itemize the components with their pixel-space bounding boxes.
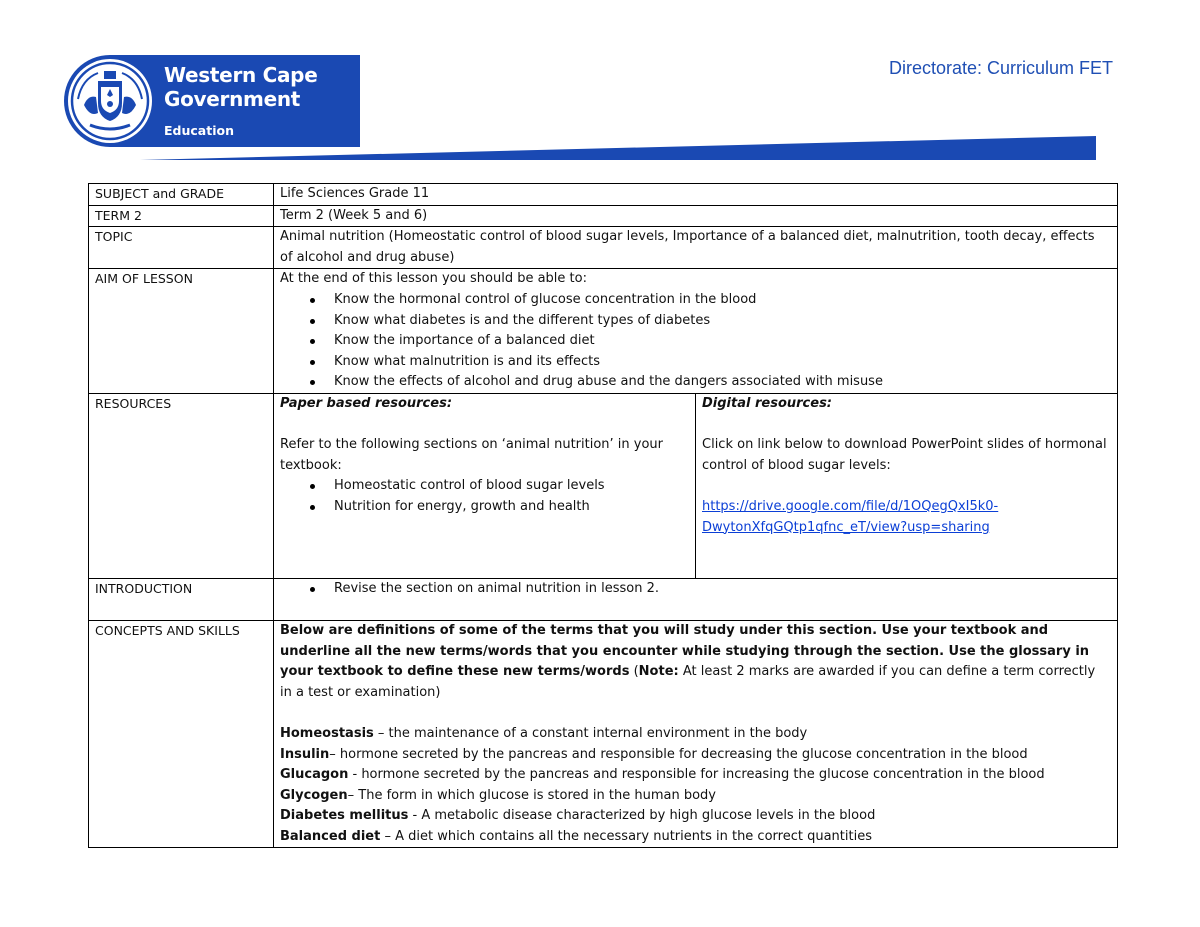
introduction-content: [274, 578, 1118, 620]
topic-value: Animal nutrition (Homeostatic control of blood sugar levels, Importance of a balanced diet, malnutrition, tooth decay, effects of alcohol and drug abuse): [274, 227, 1118, 269]
paper-resources-heading: Paper based resources:: [280, 395, 453, 411]
table-row-concepts: [89, 620, 1118, 848]
introduction-list: [280, 579, 1111, 600]
coat-of-arms-icon: [68, 59, 152, 143]
aim-item: Know the effects of alcohol and drug abuse and the dangers associated with misuse: [280, 372, 1111, 393]
table-row-introduction: [89, 578, 1118, 620]
aim-intro: At the end of this lesson you should be able to:: [280, 271, 587, 287]
paper-resources-intro: Refer to the following sections on ‘animal nutrition’ in your textbook:: [280, 437, 664, 473]
digital-resources-cell: [696, 393, 1118, 578]
lesson-plan-table: [88, 183, 1118, 848]
table-row-resources: [89, 393, 1118, 578]
resources-label: RESOURCES: [89, 393, 274, 578]
definition-term: Glucagon: [280, 767, 349, 783]
paper-resources-cell: [274, 393, 696, 578]
topic-label: TOPIC: [89, 227, 274, 269]
subject-value: Life Sciences Grade 11: [274, 184, 1118, 206]
directorate-title: Directorate: Curriculum FET: [888, 58, 1113, 78]
definition-term: Balanced diet: [280, 828, 381, 844]
concepts-note-text: At least 2 marks are awarded if you can define a term correctly in a test or examination): [280, 664, 1096, 700]
definition-text: – The form in which glucose is stored in the human body: [347, 787, 716, 803]
digital-resources-intro: Click on link below to download PowerPoint slides of hormonal control of blood sugar levels:: [702, 437, 1107, 473]
aim-label: AIM OF LESSON: [89, 269, 274, 394]
definition-text: - A metabolic disease characterized by high glucose levels in the blood: [408, 808, 876, 824]
aim-list: [280, 290, 1111, 393]
concepts-content: [274, 620, 1118, 848]
logo-line-education: Education: [164, 123, 234, 138]
concepts-intro: [280, 621, 1111, 703]
definition-text: – hormone secreted by the pancreas and responsible for decreasing the glucose concentration in the blood: [329, 746, 1028, 762]
definition-item: [280, 745, 1111, 766]
definition-item: [280, 724, 1111, 745]
definition-item: [280, 765, 1111, 786]
logo-text: [164, 63, 317, 139]
logo-line-western-cape: Western Cape: [164, 63, 318, 87]
term-label: TERM 2: [89, 205, 274, 227]
concepts-note-open: (: [629, 664, 639, 680]
concepts-label: CONCEPTS AND SKILLS: [89, 620, 274, 848]
aim-item: Know the importance of a balanced diet: [280, 331, 1111, 352]
aim-item: Know what malnutrition is and its effects: [280, 352, 1111, 373]
digital-resources-heading: Digital resources:: [702, 395, 832, 411]
definition-text: – the maintenance of a constant internal environment in the body: [373, 725, 808, 741]
table-row-topic: [89, 227, 1118, 269]
definition-item: [280, 806, 1111, 827]
definition-text: - hormone secreted by the pancreas and responsible for increasing the glucose concentration in the blood: [348, 767, 1045, 783]
paper-resources-list: [280, 476, 689, 517]
introduction-item: Revise the section on animal nutrition in lesson 2.: [280, 579, 1111, 600]
term-value: Term 2 (Week 5 and 6): [274, 205, 1118, 227]
definition-item: [280, 827, 1111, 848]
paper-resource-item: Homeostatic control of blood sugar levels: [280, 476, 689, 497]
subject-label: SUBJECT and GRADE: [89, 184, 274, 206]
table-row-subject: [89, 184, 1118, 206]
powerpoint-download-link[interactable]: https://drive.google.com/file/d/1OQegQxI5k0-DwytonXfqGQtp1qfnc_eT/view?usp=sharing: [702, 498, 999, 535]
definition-item: [280, 786, 1111, 807]
concepts-note-label: Note:: [638, 664, 679, 680]
table-row-aim: [89, 269, 1118, 394]
header-swoosh-divider: [140, 134, 1100, 164]
definition-text: – A diet which contains all the necessary nutrients in the correct quantities: [380, 828, 872, 844]
definition-term: Insulin: [280, 746, 330, 762]
introduction-label: INTRODUCTION: [89, 578, 274, 620]
definition-term: Diabetes mellitus: [280, 808, 409, 824]
logo-line-government: Government: [164, 87, 301, 111]
paper-resource-item: Nutrition for energy, growth and health: [280, 497, 689, 518]
definition-term: Glycogen: [280, 787, 348, 803]
aim-item: Know what diabetes is and the different types of diabetes: [280, 311, 1111, 332]
table-row-term: [89, 205, 1118, 227]
definition-term: Homeostasis: [280, 725, 374, 741]
aim-content: [274, 269, 1118, 394]
aim-item: Know the hormonal control of glucose concentration in the blood: [280, 290, 1111, 311]
concepts-intro-instructions: Below are definitions of some of the terms that you will study under this section. Use your textbook and underline all the new terms/words that you encounter while studying through the section. Use the glossary in your textbook to define these new terms/words: [280, 622, 1090, 680]
